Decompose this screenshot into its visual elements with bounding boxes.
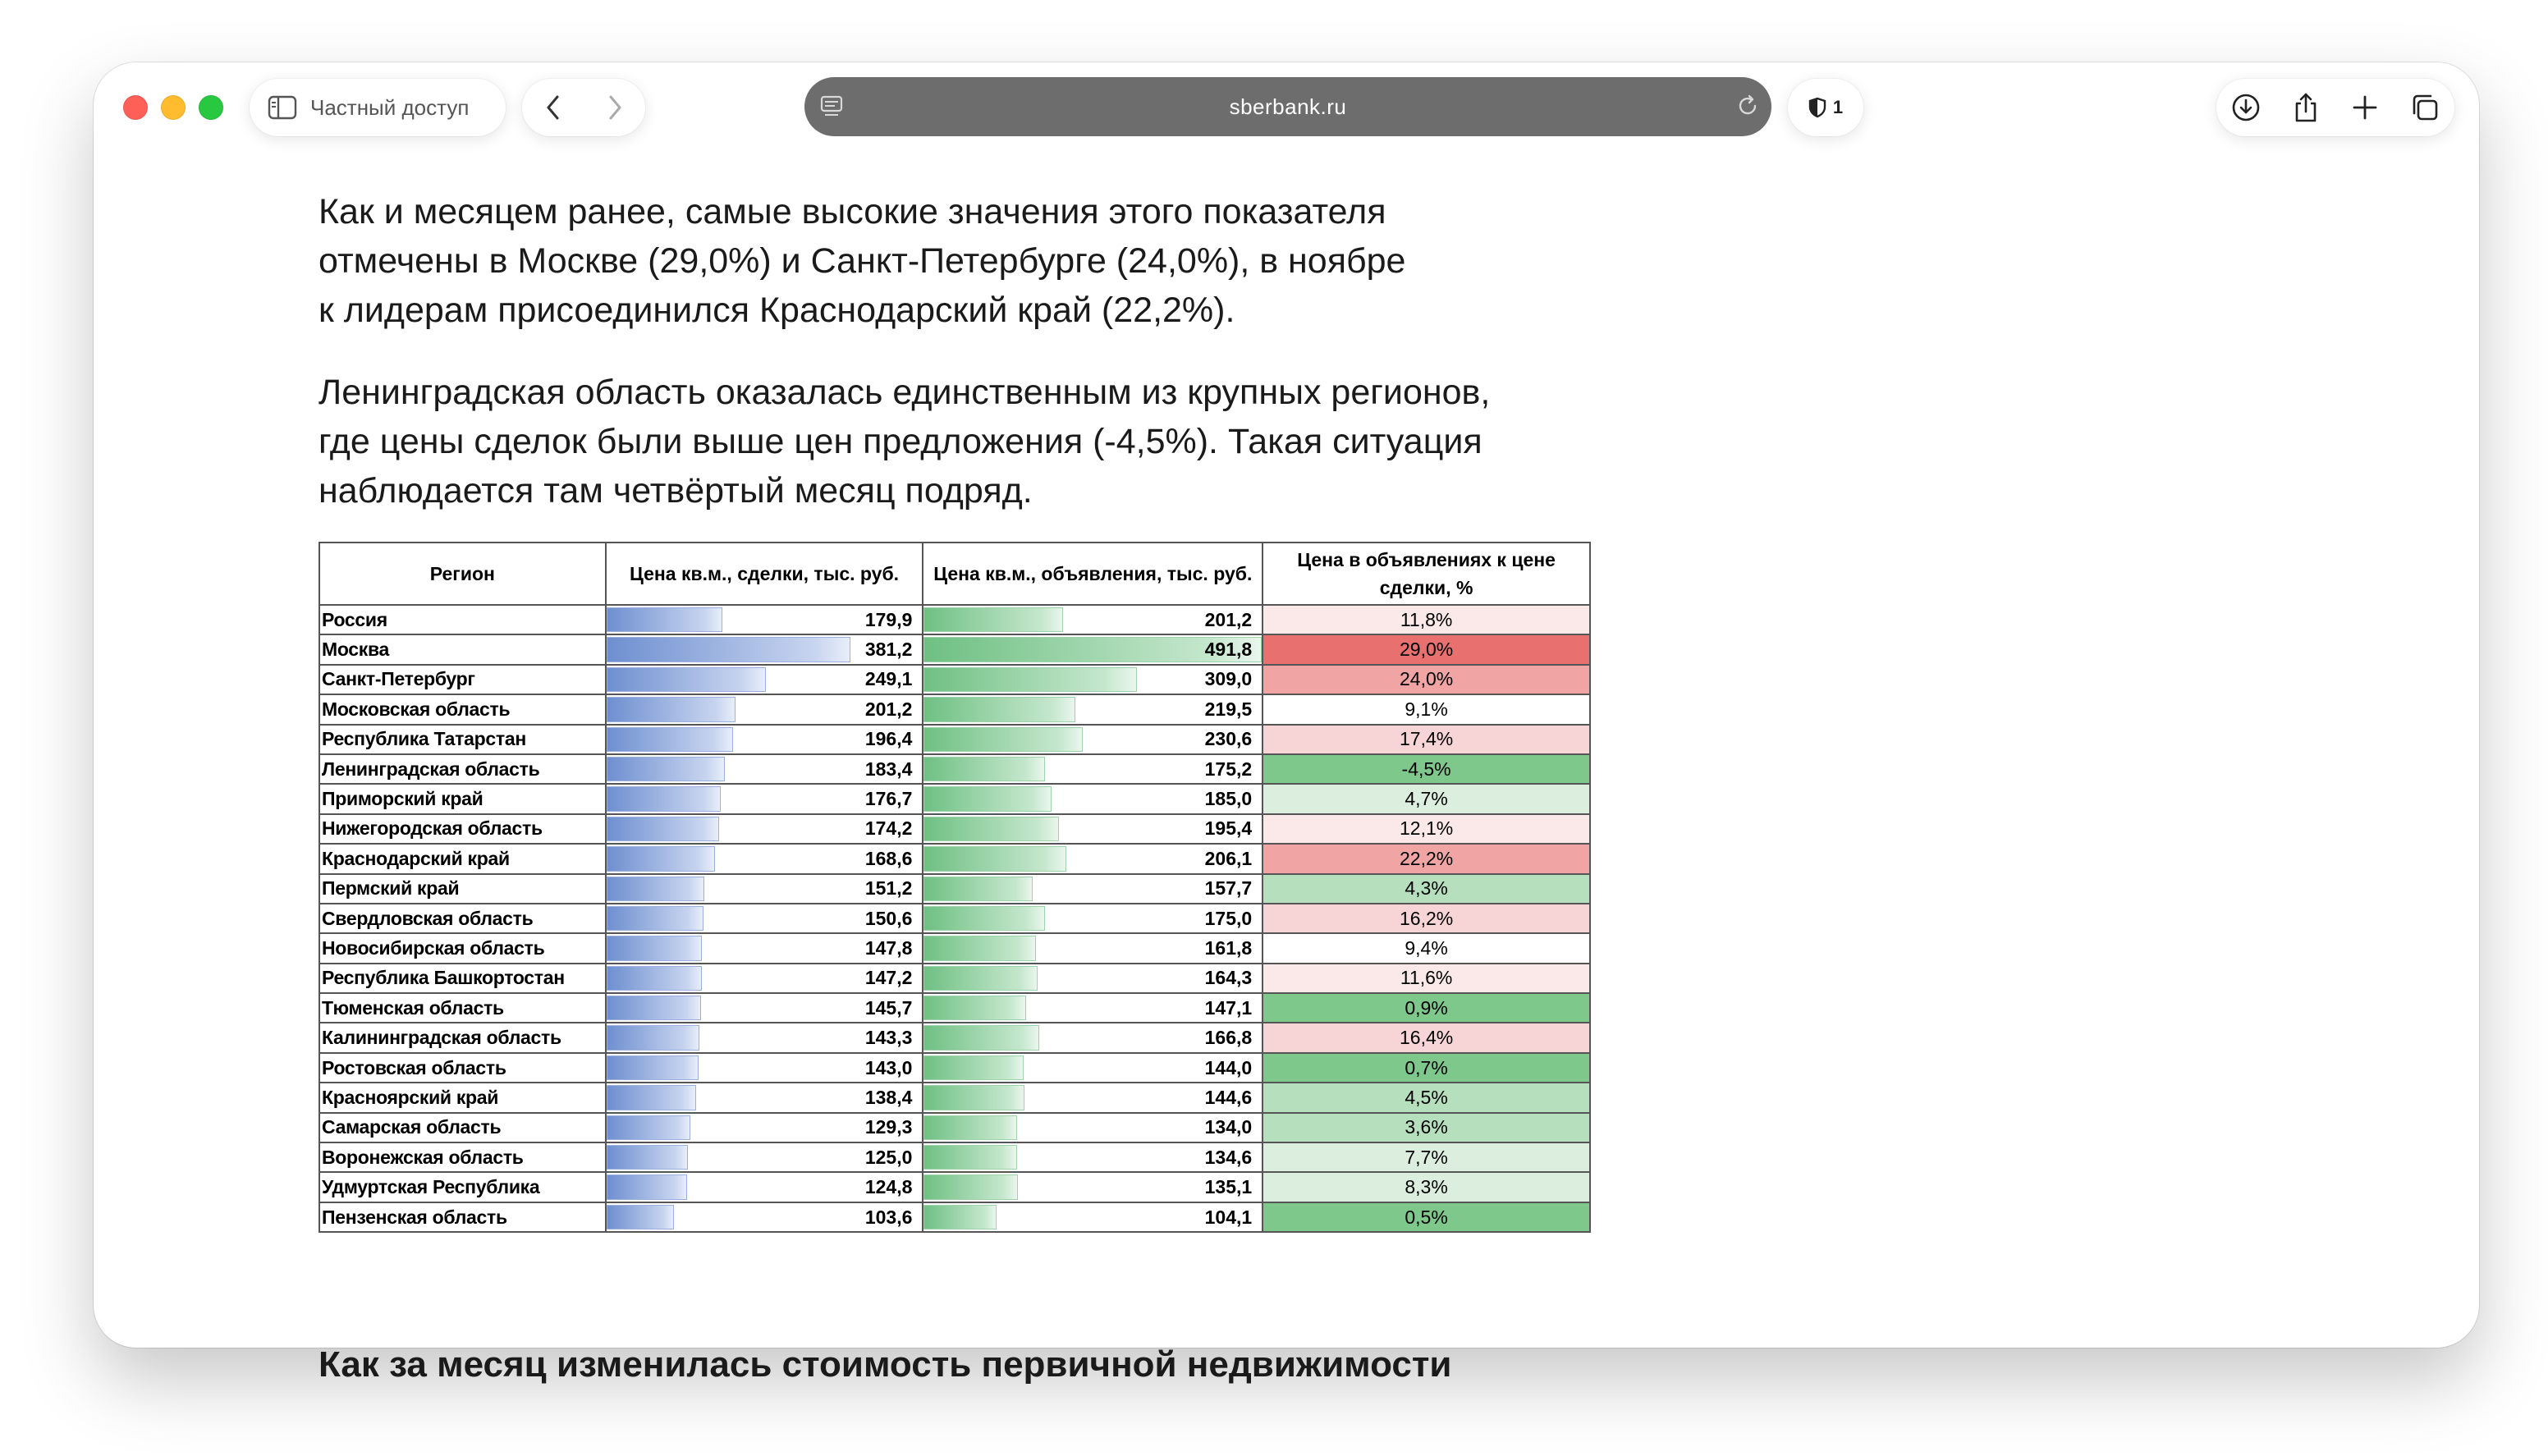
ad-price-cell — [923, 1023, 1263, 1052]
table-header-row — [319, 543, 1590, 605]
ad-price-value: 201,2 — [1204, 608, 1253, 630]
table-row — [319, 933, 1590, 963]
deal-price-cell — [606, 1172, 923, 1202]
deal-price-bar — [607, 817, 719, 841]
ad-price-value: 161,8 — [1204, 936, 1253, 959]
deal-price-bar — [607, 936, 702, 960]
ad-price-cell — [923, 844, 1263, 873]
ratio-cell: -4,5% — [1263, 754, 1590, 784]
region-name-cell: Калининградская область — [319, 1023, 606, 1052]
download-icon — [2231, 93, 2261, 122]
ratio-cell: 9,1% — [1263, 694, 1590, 724]
deal-price-bar — [607, 877, 704, 901]
ratio-cell: 11,6% — [1263, 964, 1590, 993]
chevron-left-icon — [545, 94, 561, 121]
plus-icon — [2352, 94, 2378, 121]
table-row — [319, 725, 1590, 754]
deal-price-value: 249,1 — [864, 668, 913, 690]
ad-price-bar — [923, 1205, 997, 1229]
ad-price-bar — [923, 996, 1026, 1020]
zoom-window-button[interactable] — [199, 95, 223, 120]
ratio-cell: 0,5% — [1263, 1202, 1590, 1232]
new-tab-button[interactable] — [2342, 85, 2388, 130]
deal-price-bar — [607, 906, 703, 931]
deal-price-value: 150,6 — [864, 907, 913, 929]
ad-price-value: 309,0 — [1204, 668, 1253, 690]
article-paragraph: Ленинградская область оказалась единственным из крупных регионов, где цены сделок были выше цен предложения (-4,5%). Такая ситуация наблюдается там четвёртый месяц подряд. — [318, 373, 1491, 511]
close-window-button[interactable] — [123, 95, 148, 120]
ad-price-value: 144,6 — [1204, 1086, 1253, 1108]
back-button[interactable] — [533, 87, 574, 128]
table-row — [319, 964, 1590, 993]
region-name-cell: Московская область — [319, 694, 606, 724]
sidebar-icon — [268, 95, 297, 120]
ad-price-bar — [923, 906, 1045, 931]
ad-price-value: 219,5 — [1204, 698, 1253, 720]
ratio-cell: 4,5% — [1263, 1083, 1590, 1112]
header-region: Регион — [319, 543, 606, 605]
deal-price-bar — [607, 846, 715, 871]
deal-price-value: 168,6 — [864, 847, 913, 869]
region-name-cell: Пермский край — [319, 874, 606, 904]
deal-price-bar — [607, 637, 850, 662]
table-row — [319, 1023, 1590, 1052]
ad-price-bar — [923, 936, 1036, 960]
ratio-cell: 4,7% — [1263, 784, 1590, 813]
region-price-table — [318, 542, 1591, 1233]
ad-price-cell — [923, 1113, 1263, 1142]
section-heading: Как за месяц изменилась стоимость первичной недвижимости — [318, 1344, 1452, 1385]
ad-price-bar — [923, 1115, 1017, 1140]
ad-price-bar — [923, 877, 1033, 901]
deal-price-bar — [607, 1025, 699, 1050]
ratio-cell: 22,2% — [1263, 844, 1590, 873]
ad-price-value: 206,1 — [1204, 847, 1253, 869]
region-name-cell: Москва — [319, 634, 606, 664]
deal-price-bar — [607, 697, 736, 721]
ad-price-cell — [923, 665, 1263, 694]
table-row — [319, 605, 1590, 634]
ad-price-cell — [923, 814, 1263, 844]
deal-price-cell — [606, 1053, 923, 1083]
table-row — [319, 1202, 1590, 1232]
deal-price-cell — [606, 933, 923, 963]
table-row — [319, 634, 1590, 664]
browser-window — [94, 62, 2479, 1385]
region-name-cell: Пензенская область — [319, 1202, 606, 1232]
ratio-cell: 12,1% — [1263, 814, 1590, 844]
table-row — [319, 665, 1590, 694]
ad-price-cell — [923, 1172, 1263, 1202]
table-row — [319, 1142, 1590, 1172]
table-row — [319, 844, 1590, 873]
table-row — [319, 904, 1590, 933]
ad-price-cell — [923, 1053, 1263, 1083]
region-name-cell: Ростовская область — [319, 1053, 606, 1083]
deal-price-bar — [607, 786, 721, 811]
deal-price-value: 125,0 — [864, 1146, 913, 1168]
deal-price-bar — [607, 727, 733, 752]
deal-price-cell — [606, 1202, 923, 1232]
ad-price-cell — [923, 874, 1263, 904]
ad-price-cell — [923, 933, 1263, 963]
deal-price-value: 179,9 — [864, 608, 913, 630]
ad-price-bar — [923, 607, 1063, 632]
table-row — [319, 754, 1590, 784]
table-row — [319, 1113, 1590, 1142]
ad-price-cell — [923, 1202, 1263, 1232]
ad-price-cell — [923, 725, 1263, 754]
ad-price-bar — [923, 846, 1066, 871]
browser-toolbar — [94, 62, 2479, 167]
deal-price-bar — [607, 966, 702, 991]
ad-price-cell — [923, 634, 1263, 664]
ad-price-cell — [923, 1142, 1263, 1172]
ad-price-value: 230,6 — [1204, 728, 1253, 750]
deal-price-value: 381,2 — [864, 639, 913, 661]
deal-price-value: 129,3 — [864, 1116, 913, 1138]
deal-price-value: 201,2 — [864, 698, 913, 720]
shield-icon — [1808, 97, 1826, 118]
deal-price-bar — [607, 1174, 687, 1199]
ratio-cell: 29,0% — [1263, 634, 1590, 664]
ad-price-bar — [923, 727, 1083, 752]
ad-price-cell — [923, 605, 1263, 634]
deal-price-value: 151,2 — [864, 877, 913, 900]
deal-price-bar — [607, 757, 725, 781]
ad-price-cell — [923, 993, 1263, 1023]
region-name-cell: Нижегородская область — [319, 814, 606, 844]
deal-price-value: 124,8 — [864, 1176, 913, 1198]
deal-price-value: 196,4 — [864, 728, 913, 750]
table-row — [319, 1083, 1590, 1112]
deal-price-bar — [607, 1145, 688, 1170]
deal-price-cell — [606, 814, 923, 844]
private-mode-label: Частный доступ — [310, 94, 470, 120]
deal-price-cell — [606, 1113, 923, 1142]
deal-price-value: 143,0 — [864, 1056, 913, 1078]
deal-price-cell — [606, 725, 923, 754]
ad-price-value: 147,1 — [1204, 996, 1253, 1019]
deal-price-value: 138,4 — [864, 1086, 913, 1108]
ad-price-value: 166,8 — [1204, 1027, 1253, 1049]
ratio-cell: 0,7% — [1263, 1053, 1590, 1083]
deal-price-cell — [606, 964, 923, 993]
downloads-button[interactable] — [2223, 85, 2269, 130]
ratio-cell: 24,0% — [1263, 665, 1590, 694]
deal-price-cell — [606, 1023, 923, 1052]
ratio-cell: 11,8% — [1263, 605, 1590, 634]
ad-price-cell — [923, 784, 1263, 813]
page-menu-icon[interactable] — [819, 94, 844, 118]
ad-price-cell — [923, 964, 1263, 993]
region-name-cell: Воронежская область — [319, 1142, 606, 1172]
deal-price-value: 174,2 — [864, 817, 913, 840]
deal-price-value: 176,7 — [864, 788, 913, 810]
deal-price-cell — [606, 1142, 923, 1172]
ad-price-value: 185,0 — [1204, 788, 1253, 810]
deal-price-bar — [607, 607, 722, 632]
ad-price-cell — [923, 694, 1263, 724]
region-name-cell: Краснодарский край — [319, 844, 606, 873]
ratio-cell: 4,3% — [1263, 874, 1590, 904]
ad-price-bar — [923, 966, 1038, 991]
deal-price-bar — [607, 996, 701, 1020]
deal-price-bar — [607, 1205, 674, 1229]
region-name-cell: Свердловская область — [319, 904, 606, 933]
ad-price-bar — [923, 667, 1137, 692]
article-paragraph: Как и месяцем ранее, самые высокие значения этого показателя отмечены в Москве (29,0%) и Санкт-Петербурге (24,0%), в ноябре к лидерам присоединился Краснодарский край (22,2%). — [318, 192, 1406, 330]
ratio-cell: 8,3% — [1263, 1172, 1590, 1202]
ad-price-value: 175,0 — [1204, 907, 1253, 929]
deal-price-bar — [607, 1055, 699, 1080]
ad-price-bar — [923, 757, 1045, 781]
ad-price-bar — [923, 1174, 1018, 1199]
deal-price-value: 183,4 — [864, 758, 913, 780]
region-name-cell: Россия — [319, 605, 606, 634]
tracker-count: 1 — [1832, 97, 1844, 117]
tab-overview-button[interactable] — [2402, 85, 2448, 130]
table-row — [319, 1172, 1590, 1202]
deal-price-cell — [606, 904, 923, 933]
ad-price-bar — [923, 1145, 1017, 1170]
ad-price-cell — [923, 1083, 1263, 1112]
region-name-cell: Тюменская область — [319, 993, 606, 1023]
deal-price-cell — [606, 784, 923, 813]
region-name-cell: Санкт-Петербург — [319, 665, 606, 694]
region-name-cell: Самарская область — [319, 1113, 606, 1142]
forward-button[interactable] — [594, 87, 635, 128]
header-ad-price: Цена кв.м., объявления, тыс. руб. — [923, 543, 1263, 605]
region-name-cell: Республика Татарстан — [319, 725, 606, 754]
toolbar-actions — [2216, 79, 2454, 136]
deal-price-value: 145,7 — [864, 996, 913, 1019]
ratio-cell: 7,7% — [1263, 1142, 1590, 1172]
region-name-cell: Удмуртская Республика — [319, 1172, 606, 1202]
region-name-cell: Новосибирская область — [319, 933, 606, 963]
table-row — [319, 814, 1590, 844]
deal-price-cell — [606, 754, 923, 784]
deal-price-bar — [607, 667, 766, 692]
ad-price-value: 157,7 — [1204, 877, 1253, 900]
deal-price-value: 147,2 — [864, 967, 913, 989]
ad-price-value: 134,6 — [1204, 1146, 1253, 1168]
deal-price-value: 147,8 — [864, 936, 913, 959]
ad-price-bar — [923, 1085, 1024, 1110]
deal-price-value: 143,3 — [864, 1027, 913, 1049]
url-text: sberbank.ru — [1229, 94, 1347, 119]
ratio-cell: 3,6% — [1263, 1113, 1590, 1142]
ad-price-bar — [923, 1055, 1024, 1080]
table-row — [319, 874, 1590, 904]
table-row — [319, 993, 1590, 1023]
ratio-cell: 0,9% — [1263, 993, 1590, 1023]
region-name-cell: Ленинградская область — [319, 754, 606, 784]
deal-price-cell — [606, 634, 923, 664]
navigation-buttons — [522, 79, 645, 136]
ad-price-cell — [923, 904, 1263, 933]
share-icon — [2293, 92, 2319, 123]
deal-price-cell — [606, 694, 923, 724]
header-ratio: Цена в объявлениях к цене сделки, % — [1263, 543, 1590, 605]
minimize-window-button[interactable] — [161, 95, 186, 120]
ad-price-value: 134,0 — [1204, 1116, 1253, 1138]
ad-price-value: 175,2 — [1204, 758, 1253, 780]
ad-price-bar — [923, 697, 1075, 721]
deal-price-bar — [607, 1115, 690, 1140]
table-row — [319, 694, 1590, 724]
deal-price-value: 103,6 — [864, 1206, 913, 1228]
ad-price-value: 104,1 — [1204, 1206, 1253, 1228]
ad-price-value: 135,1 — [1204, 1176, 1253, 1198]
ad-price-bar — [923, 817, 1059, 841]
table-row — [319, 784, 1590, 813]
deal-price-cell — [606, 605, 923, 634]
table-body — [319, 605, 1590, 1232]
header-deal-price: Цена кв.м., сделки, тыс. руб. — [606, 543, 923, 605]
deal-price-cell — [606, 844, 923, 873]
ad-price-value: 195,4 — [1204, 817, 1253, 840]
privacy-report-button[interactable] — [1788, 79, 1863, 136]
share-button[interactable] — [2283, 85, 2329, 130]
ad-price-bar — [923, 1025, 1039, 1050]
ratio-cell: 16,4% — [1263, 1023, 1590, 1052]
region-name-cell: Республика Башкортостан — [319, 964, 606, 993]
ratio-cell: 17,4% — [1263, 725, 1590, 754]
ad-price-value: 164,3 — [1204, 967, 1253, 989]
region-name-cell: Приморский край — [319, 784, 606, 813]
deal-price-cell — [606, 665, 923, 694]
address-bar[interactable] — [804, 77, 1771, 136]
reload-icon[interactable] — [1735, 94, 1760, 118]
ratio-cell: 9,4% — [1263, 933, 1590, 963]
ad-price-value: 491,8 — [1204, 639, 1253, 661]
table-row — [319, 1053, 1590, 1083]
region-name-cell: Красноярский край — [319, 1083, 606, 1112]
chevron-right-icon — [607, 94, 623, 121]
ad-price-value: 144,0 — [1204, 1056, 1253, 1078]
ad-price-bar — [923, 786, 1052, 811]
deal-price-cell — [606, 993, 923, 1023]
sidebar-private-button[interactable] — [250, 79, 506, 136]
deal-price-bar — [607, 1085, 696, 1110]
ad-price-cell — [923, 754, 1263, 784]
tabs-icon — [2410, 93, 2440, 122]
deal-price-cell — [606, 874, 923, 904]
ratio-cell: 16,2% — [1263, 904, 1590, 933]
deal-price-cell — [606, 1083, 923, 1112]
